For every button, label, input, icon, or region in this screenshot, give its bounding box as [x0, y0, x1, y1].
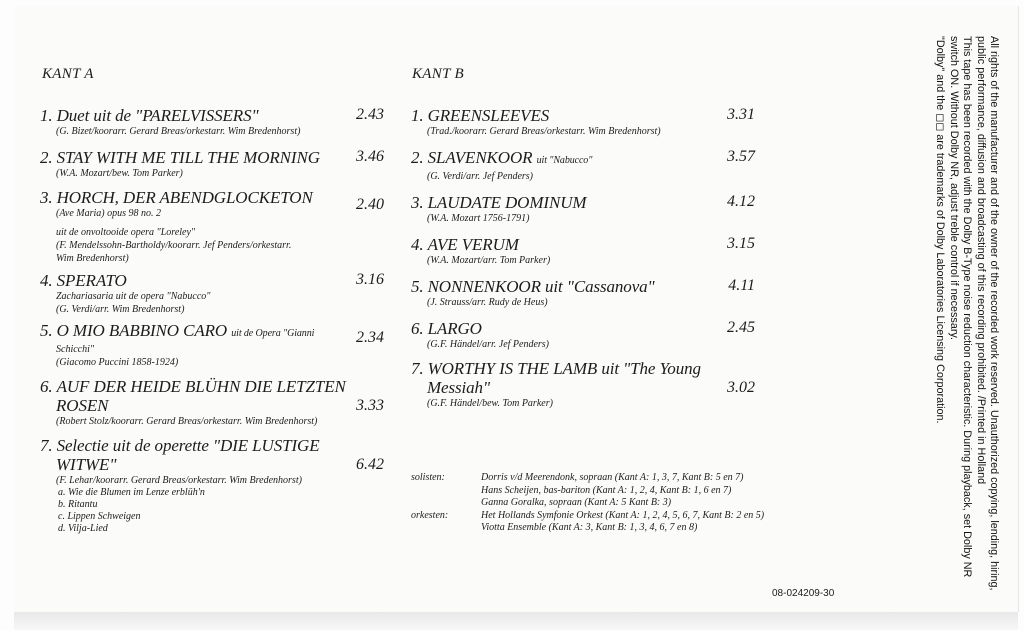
track-credit: (Ave Maria) opus 98 no. 2: [56, 208, 161, 219]
track-title: AVE VERUM: [427, 235, 519, 254]
track-duration: 3.46: [356, 148, 384, 165]
track-credit: (G.F. Händel/bew. Tom Parker): [427, 398, 553, 409]
track-duration: 2.45: [727, 319, 755, 336]
track-credit: (G. Bizet/koorarr. Gerard Breas/orkestarr. Wim Bredenhorst): [56, 126, 301, 137]
track-credit: (W.A. Mozart 1756-1791): [427, 213, 530, 224]
orchestras-label: orkesten:: [411, 509, 449, 521]
catalog-number: 08-024209-30: [772, 588, 835, 599]
medley-part: b. Ritantu: [58, 499, 98, 510]
track-number: 2.: [40, 148, 53, 167]
track-duration: 3.15: [727, 235, 755, 252]
medley-part: d. Vilja-Lied: [58, 523, 108, 534]
track-item: [40, 377, 384, 428]
track-title: Selectie uit de operette "DIE LUSTIGE: [56, 436, 320, 455]
track-item: [40, 436, 384, 535]
track-duration: 3.31: [727, 106, 755, 123]
track-credit: (F. Mendelssohn-Bartholdy/koorarr. Jef Penders/orkestarr.: [56, 240, 292, 251]
track-credit: Wim Bredenhorst): [56, 253, 129, 264]
track-item: [40, 188, 384, 265]
track-number: 3.: [40, 188, 53, 207]
track-number: 1.: [411, 106, 424, 125]
track-credit: (W.A. Mozart/arr. Tom Parker): [427, 255, 551, 266]
track-credit: (F. Lehar/koorarr. Gerard Breas/orkestarr. Wim Bredenhorst): [56, 475, 302, 486]
medley-part: a. Wie die Blumen im Lenze erblüh'n: [58, 487, 205, 498]
track-number: 4.: [40, 271, 53, 290]
soloists-label: solisten:: [411, 472, 445, 483]
track-title: HORCH, DER ABENDGLOCKETON: [56, 188, 313, 207]
soloist-line: Ganna Goralka, sopraan (Kant A: 5 Kant B: 3): [481, 497, 672, 508]
orchestra-line: Viotta Ensemble (Kant A: 3, Kant B: 1, 3, 4, 6, 7 en 8): [481, 522, 698, 533]
track-number: 5.: [40, 321, 53, 340]
side-b-tracklist: [411, 106, 755, 410]
track-item: [411, 148, 755, 183]
track-title: LAUDATE DOMINUM: [427, 193, 587, 212]
dolby-trademark: "Dolby" and the ◻◻ are trademarks of Dolby Laboratories Licensing Corporation.: [934, 36, 947, 424]
track-number: 1.: [40, 106, 53, 125]
track-item: [40, 106, 384, 138]
track-credit: (Trad./koorarr. Gerard Breas/orkestarr. Wim Bredenhorst): [427, 126, 661, 137]
track-title-cont: ROSEN: [56, 396, 109, 415]
card-bottom-edge: [14, 612, 1018, 630]
track-credit: (G. Verdi/arr. Jef Penders): [427, 171, 533, 182]
track-number: 6.: [40, 377, 53, 396]
track-duration: 3.33: [356, 397, 384, 414]
track-credit: (Robert Stolz/koorarr. Gerard Breas/orkestarr. Wim Bredenhorst): [56, 416, 318, 427]
track-credit: (Giacomo Puccini 1858-1924): [56, 357, 179, 368]
track-duration: 2.34: [356, 329, 384, 346]
track-title: GREENSLEEVES: [427, 106, 550, 125]
track-duration: 4.11: [728, 277, 755, 294]
track-title: SLAVENKOOR: [427, 148, 533, 167]
legal-notice: [933, 36, 1000, 596]
track-title: STAY WITH ME TILL THE MORNING: [56, 148, 320, 167]
track-number: 4.: [411, 235, 424, 254]
track-title: WORTHY IS THE LAMB uit "The Young: [427, 359, 701, 378]
track-title-cont: Messiah": [427, 378, 490, 397]
track-duration: 6.42: [356, 456, 384, 473]
track-number: 3.: [411, 193, 424, 212]
side-a-title: KANT A: [42, 66, 94, 82]
track-item: [40, 271, 384, 316]
orchestra-line: Het Hollands Symfonie Orkest (Kant A: 1, 2, 4, 5, 6, 7, Kant B: 2 en 5): [481, 509, 765, 521]
track-number: 2.: [411, 148, 424, 167]
track-item: [411, 106, 755, 138]
medley-part: c. Lippen Schweigen: [58, 511, 141, 522]
track-credit: (W.A. Mozart/bew. Tom Parker): [56, 168, 183, 179]
dolby-notice: This tape has been recorded with the Dolby B-Type noise reduction characteristic. During playback, set Dolby NR switch ON. Without Dolby NR, adjust treble control if necessary.: [947, 36, 974, 578]
track-duration: 3.02: [727, 379, 755, 396]
track-number: 5.: [411, 277, 424, 296]
track-title: O MIO BABBINO CARO: [56, 321, 228, 340]
soloist-line: Hans Scheijen, bas-bariton (Kant A: 1, 2, 4, Kant B: 1, 6 en 7): [481, 484, 732, 496]
performers-credits: [411, 472, 764, 535]
track-duration: 3.57: [727, 148, 755, 165]
track-item: [411, 359, 755, 410]
side-a-tracklist: [40, 106, 384, 535]
track-number: 7.: [411, 359, 424, 378]
track-title: SPERATO: [56, 271, 127, 290]
track-item: [411, 277, 755, 309]
track-credit: uit de onvoltooide opera "Loreley": [56, 227, 196, 238]
track-item: [40, 321, 384, 369]
track-duration: 4.12: [727, 193, 755, 210]
track-item: [411, 235, 755, 267]
track-title: AUF DER HEIDE BLÜHN DIE LETZTEN: [56, 377, 346, 396]
track-credit: (J. Strauss/arr. Rudy de Heus): [427, 297, 548, 308]
track-title: NONNENKOOR uit "Cassanova": [427, 277, 655, 296]
track-title: LARGO: [427, 319, 482, 338]
track-title-cont: WITWE": [56, 455, 117, 474]
track-credit: Schicchi": [56, 344, 95, 355]
track-number: 7.: [40, 436, 53, 455]
rights-notice: All rights of the manufacturer and of the owner of the recorded work reserved. Unauthorized copying, lending, hiring, public performance, diffusion and broadcasting of this recording prohibited. /Printed in Holland: [974, 36, 1000, 591]
track-duration: 3.16: [356, 271, 384, 288]
track-duration: 2.43: [356, 106, 384, 123]
track-item: [411, 319, 755, 351]
soloist-line: Dorris v/d Meerendonk, sopraan (Kant A: 1, 3, 7, Kant B: 5 en 7): [481, 472, 744, 483]
track-item: [40, 148, 384, 180]
track-title-note: uit de Opera "Gianni: [231, 328, 315, 339]
track-credit: Zachariasaria uit de opera "Nabucco": [56, 291, 211, 302]
side-b-title: KANT B: [412, 66, 464, 82]
track-item: [411, 193, 755, 225]
track-number: 6.: [411, 319, 424, 338]
track-title: Duet uit de "PARELVISSERS": [56, 106, 259, 125]
track-credit: (G.F. Händel/arr. Jef Penders): [427, 339, 550, 350]
track-title-note: uit "Nabucco": [536, 155, 593, 166]
track-credit: (G. Verdi/arr. Wim Bredenhorst): [56, 304, 185, 315]
track-duration: 2.40: [356, 196, 384, 213]
